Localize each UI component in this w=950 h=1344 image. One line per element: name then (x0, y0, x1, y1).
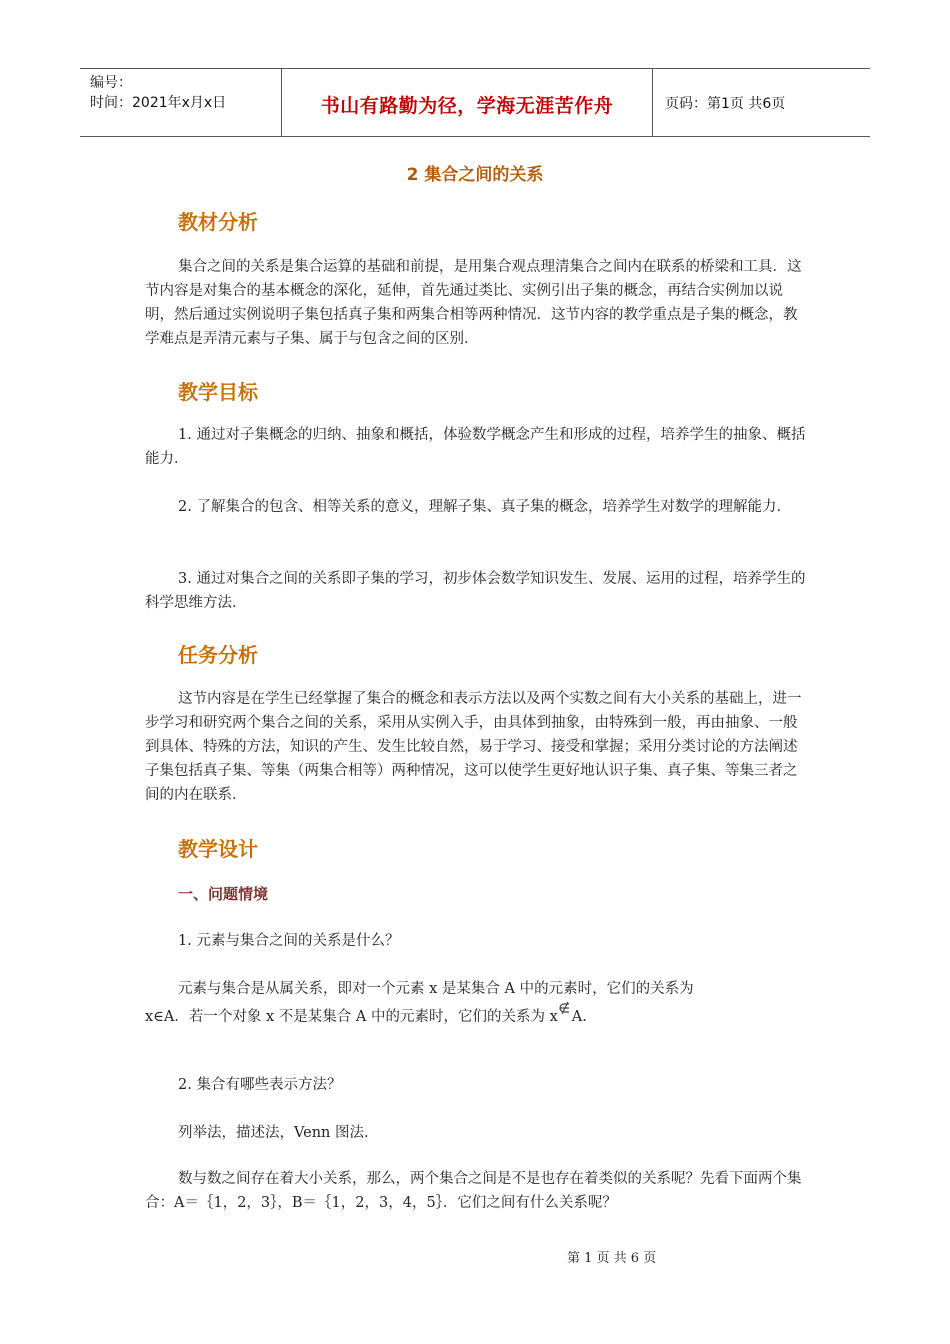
header-motto: 书山有路勤为径，学海无涯苦作舟 (320, 95, 614, 117)
header-time-label: 时间：2021年x月x日 (90, 95, 227, 111)
analysis-paragraph: 集合之间的关系是集合运算的基础和前提，是用集合观点理清集合之间内在联系的桥梁和工具．这节内容是对集合的基本概念的深化，延伸，首先通过类比、实例引出子集的概念，再结合实例加以说明，然后通过实例说明子集包括真子集和两集合相等两种情况．这节内容的教学重点是子集的概念，教学难点是弄清元素与子集、属于与包含之间的区别． (145, 259, 802, 347)
design-paragraph-3: 数与数之间存在着大小关系，那么，两个集合之间是不是也存在着类似的关系呢？先看下面两个集合：A＝｛1，2，3｝，B＝｛1，2，3，4，5｝．它们之间有什么关系呢？ (145, 1171, 802, 1211)
question-1: 1. 元素与集合之间的关系是什么？ (178, 933, 400, 949)
answer-1-line-2 (145, 1005, 587, 1026)
header-page-label: 页码：第1页 共6页 (665, 96, 786, 112)
goal-item-1: 1. 通过对子集概念的归纳、抽象和概括，体验数学概念产生和形成的过程，培养学生的抽象、概括能力． (145, 427, 806, 467)
header-info-cell (80, 69, 281, 136)
section-heading-task: 任务分析 (178, 643, 258, 667)
page-header (80, 68, 870, 137)
header-number-label: 编号： (90, 75, 132, 91)
section-heading-analysis: 教材分析 (178, 210, 258, 234)
not-element-of-icon (558, 1006, 572, 1022)
page-footer: 第 1 页 共 6 页 (567, 1251, 657, 1266)
answer-1-line-2-end: A. (571, 1009, 587, 1025)
task-paragraph: 这节内容是在学生已经掌握了集合的概念和表示方法以及两个实数之间有大小关系的基础上，进一步学习和研究两个集合之间的关系，采用从实例入手，由具体到抽象，由特殊到一般，再由抽象、一般到具体、特殊的方法，知识的产生、发生比较自然，易于学习、接受和掌握；采用分类讨论的方法阐述子集包括真子集、等集（两集合相等）两种情况，这可以使学生更好地认识子集、真子集、等集三者之间的内在联系． (145, 691, 802, 803)
document-title: 2 集合之间的关系 (406, 165, 544, 185)
subheading-problem-situation: 一、问题情境 (178, 885, 269, 903)
answer-1-line-2-start: x∈A．若一个对象 x 不是某集合 A 中的元素时，它们的关系为 x (145, 1009, 558, 1025)
header-motto-cell (281, 69, 653, 136)
answer-2: 列举法，描述法，Venn 图法. (178, 1125, 369, 1141)
goal-item-3: 3. 通过对集合之间的关系即子集的学习，初步体会数学知识发生、发展、运用的过程，培养学生的科学思维方法． (145, 571, 806, 611)
answer-1-line-1: 元素与集合是从属关系，即对一个元素 x 是某集合 A 中的元素时，它们的关系为 (178, 981, 694, 997)
goal-item-2: 2. 了解集合的包含、相等关系的意义，理解子集、真子集的概念，培养学生对数学的理解能力． (178, 499, 791, 515)
header-page-cell (653, 69, 870, 136)
question-2: 2. 集合有哪些表示方法？ (178, 1077, 342, 1093)
section-heading-goals: 教学目标 (178, 380, 258, 404)
section-heading-design: 教学设计 (178, 837, 258, 861)
